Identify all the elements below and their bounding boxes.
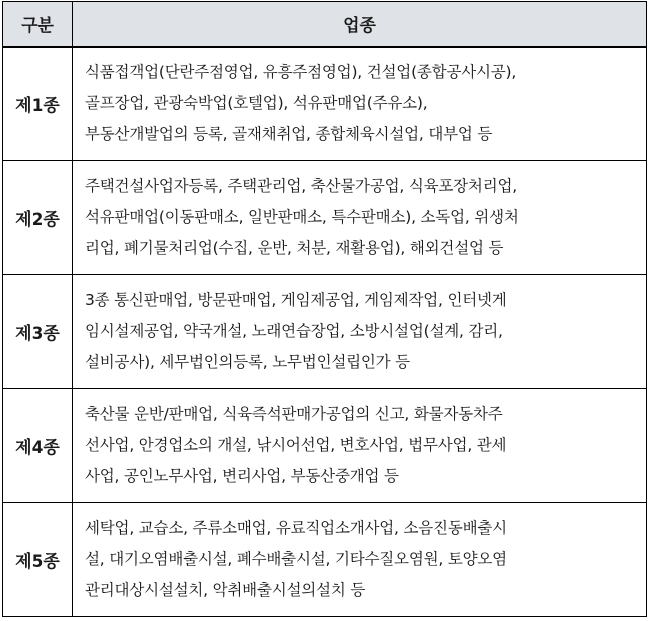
business-line: 선사업, 안경업소의 개설, 낚시어선업, 변호사업, 법무사업, 관세 xyxy=(85,436,507,454)
business-line: 설비공사), 세무법인의등록, 노무법인설립인가 등 xyxy=(85,353,410,371)
business-line: 식품접객업(단란주점영업, 유흥주점영업), 건설업(종합공사시공), xyxy=(85,63,517,82)
business-line: 임시설제공업, 약국개설, 노래연습장업, 소방시설업(설계, 감리, xyxy=(85,322,503,340)
row-business-types xyxy=(73,503,647,617)
table-row xyxy=(3,389,647,503)
business-line: 설, 대기오염배출시설, 폐수배출시설, 기타수질오염원, 토양오염 xyxy=(85,550,507,568)
table-row xyxy=(3,275,647,389)
row-business-types xyxy=(73,47,647,161)
row-category: 제3종 xyxy=(3,275,73,389)
header-business-type: 업종 xyxy=(73,2,647,47)
header-category: 구분 xyxy=(3,2,73,47)
business-line: 부동산개발업의 등록, 골재채취업, 종합체육시설업, 대부업 등 xyxy=(85,125,493,144)
business-line: 3종 통신판매업, 방문판매업, 게임제공업, 게임제작업, 인터넷게 xyxy=(85,291,507,309)
table-header-row xyxy=(3,2,647,47)
license-table-container xyxy=(2,1,646,617)
table-row xyxy=(3,503,647,617)
table-row xyxy=(3,161,647,275)
row-business-types xyxy=(73,161,647,275)
row-category: 제1종 xyxy=(3,47,73,161)
business-line: 리업, 폐기물처리업(수집, 운반, 처분, 재활용업), 해외건설업 등 xyxy=(85,239,504,257)
table-row xyxy=(3,47,647,161)
row-category: 제2종 xyxy=(3,161,73,275)
row-category: 제4종 xyxy=(3,389,73,503)
row-business-types xyxy=(73,275,647,389)
row-business-types xyxy=(73,389,647,503)
business-line: 석유판매업(이동판매소, 일반판매소, 특수판매소), 소독업, 위생처 xyxy=(85,208,519,226)
row-category: 제5종 xyxy=(3,503,73,617)
business-line: 관리대상시설설치, 악취배출시설의설치 등 xyxy=(85,581,366,599)
business-line: 주택건설사업자등록, 주택관리업, 축산물가공업, 식육포장처리업, xyxy=(85,177,517,195)
business-line: 세탁업, 교습소, 주류소매업, 유료직업소개사업, 소음진동배출시 xyxy=(85,519,507,537)
business-line: 축산물 운반/판매업, 식육즉석판매가공업의 신고, 화물자동차주 xyxy=(85,405,503,423)
business-line: 사업, 공인노무사업, 변리사업, 부동산중개업 등 xyxy=(85,467,399,485)
business-line: 골프장업, 관광숙박업(호텔업), 석유판매업(주유소), xyxy=(85,94,428,113)
license-tax-table xyxy=(2,1,647,617)
